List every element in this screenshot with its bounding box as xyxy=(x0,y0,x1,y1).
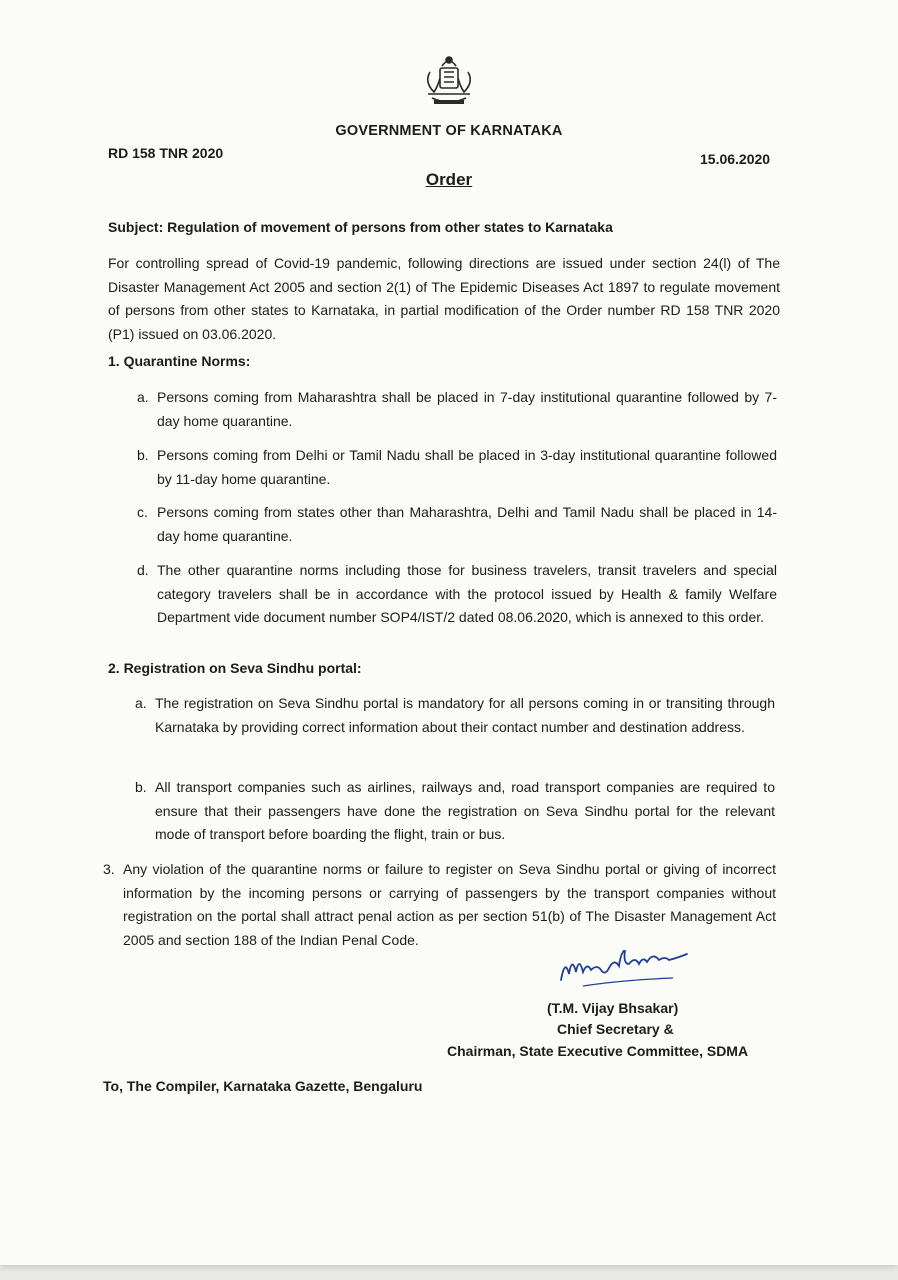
section-heading-registration: 2. Registration on Seva Sindhu portal: xyxy=(108,660,362,676)
order-date: 15.06.2020 xyxy=(700,151,771,167)
list-item-text: Persons coming from Maharashtra shall be placed in 7-day institutional quarantine followed by 7-day home quarantine. xyxy=(157,389,777,429)
list-item xyxy=(137,386,777,433)
list-marker: b. xyxy=(137,447,149,463)
government-heading xyxy=(0,123,898,139)
signatory-committee: Chairman, State Executive Committee, SDMA xyxy=(447,1043,749,1059)
list-item xyxy=(137,444,777,491)
document-title: Order xyxy=(425,170,473,189)
list-item-text: The other quarantine norms including those for business travelers, transit travelers and special category travelers shall be in accordance with the protocol issued by Health & family Welfare Department vide document number SOP4/IST/2 dated 08.06.2020, which is annexed to this order. xyxy=(157,562,777,625)
list-marker: 3. xyxy=(103,861,115,877)
list-marker: a. xyxy=(135,695,147,711)
signatory-designation: Chief Secretary & xyxy=(557,1021,674,1037)
list-item-text: Persons coming from Delhi or Tamil Nadu shall be placed in 3-day institutional quarantine followed by 11-day home quarantine. xyxy=(157,447,777,487)
list-marker: b. xyxy=(135,779,147,795)
karnataka-emblem-icon xyxy=(420,52,478,108)
intro-paragraph: For controlling spread of Covid-19 pandemic, following directions are issued under section 24(l) of The Disaster Management Act 2005 and section 2(1) of The Epidemic Diseases Act 1897 to regulate movement of persons from other states to Karnataka, in partial modification of the Order number RD 158 TNR 2020 (P1) issued on 03.06.2020. xyxy=(108,255,780,342)
reference-number: RD 158 TNR 2020 xyxy=(108,145,224,161)
penalty-text: Any violation of the quarantine norms or failure to register on Seva Sindhu portal or giving of incorrect information by the incoming persons or carrying of passengers by the transport companies without registration on the portal shall attract penal action as per section 51(b) of The Disaster Management Act 2005 and section 188 of the Indian Penal Code. xyxy=(123,861,776,948)
list-item xyxy=(137,559,777,630)
list-item-text: Persons coming from states other than Maharashtra, Delhi and Tamil Nadu shall be placed in 14-day home quarantine. xyxy=(157,504,777,544)
list-marker: d. xyxy=(137,562,149,578)
subject-line: Subject: Regulation of movement of persons from other states to Karnataka xyxy=(108,219,613,235)
list-marker: c. xyxy=(137,504,148,520)
signatory-name: (T.M. Vijay Bhsakar) xyxy=(547,1000,679,1016)
handwritten-signature xyxy=(553,950,723,992)
recipient-line: To, The Compiler, Karnataka Gazette, Bengaluru xyxy=(103,1078,423,1094)
list-item xyxy=(135,776,775,847)
list-item xyxy=(137,501,777,548)
list-marker: a. xyxy=(137,389,149,405)
government-name: GOVERNMENT OF KARNATAKA xyxy=(335,123,563,139)
penalty-paragraph xyxy=(103,858,776,952)
list-item-text: The registration on Seva Sindhu portal is mandatory for all persons coming in or transiting through Karnataka by providing correct information about their contact number and destination address. xyxy=(155,695,775,735)
section-heading-quarantine: 1. Quarantine Norms: xyxy=(108,353,251,369)
list-item xyxy=(135,692,775,739)
list-item-text: All transport companies such as airlines, railways and, road transport companies are required to ensure that their passengers have done the registration on Seva Sindhu portal for the relevant mode of transport before boarding the flight, train or bus. xyxy=(155,779,775,842)
